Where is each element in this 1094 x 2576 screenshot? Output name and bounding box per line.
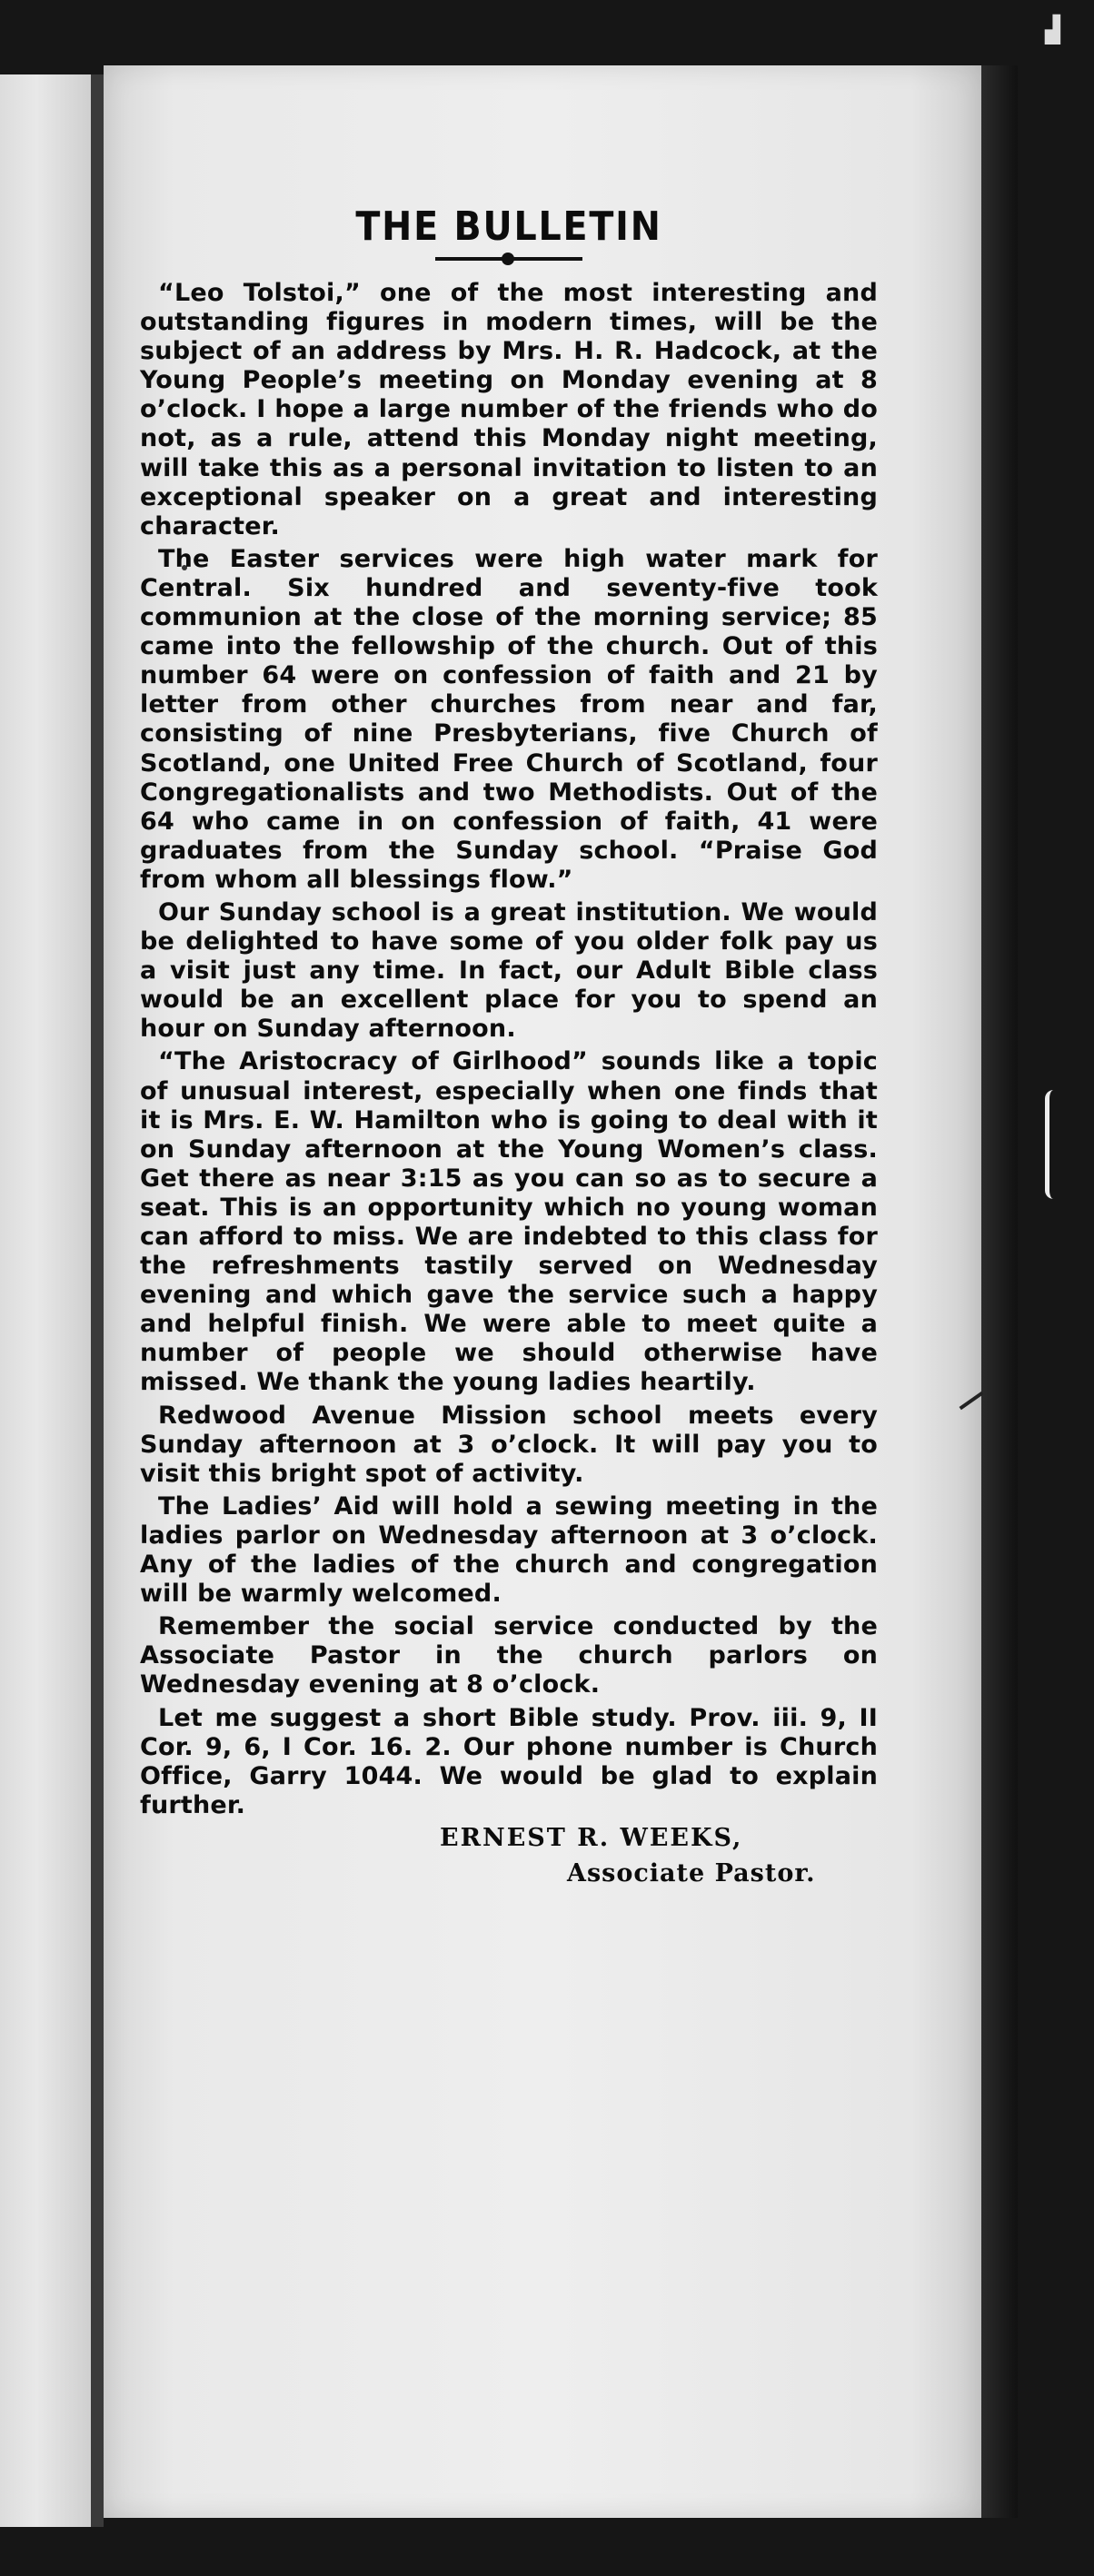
paragraph-easter: The Easter services were high water mark for Central. Six hundred and seventy-five took communion at the close of the morning service; 85 came into the fellowship of the church. Out of this number 64 were on confession of faith and 21 by letter from other churches from near and far, consisting of nine Presbyterians, five Church of Scotland, one United Free Church of Scotland, four Congregationalists and two Methodists. Out of the 64 who came in on confession of faith, 41 were graduates from the Sunday school. “Praise God from whom all blessings flow.” — [140, 544, 878, 894]
page-edge-shadow — [981, 65, 1018, 2518]
corner-mark: ▟ — [1045, 15, 1060, 45]
signature-role: Associate Pastor. — [567, 1858, 816, 1887]
paragraph-bible-study: Let me suggest a short Bible study. Prov. iii. 9, II Cor. 9, 6, I Cor. 16. 2. Our phone number is Church Office, Garry 1044. We would be glad to explain further. — [140, 1703, 878, 1819]
paragraph-tolstoi: “Leo Tolstoi,” one of the most interesting and outstanding figures in modern times, will be the subject of an address by Mrs. H. R. Hadcock, at the Young People’s meeting on Monday evening at 8 o’clock. I hope a large number of the friends who do not, as a rule, attend this Monday night meeting, will take this as a personal invitation to listen to an exceptional speaker on a great and interesting character. — [140, 279, 878, 540]
paragraph-social-service: Remember the social service conducted by the Associate Pastor in the church parlors on Wednesday evening at 8 o’clock. — [140, 1612, 878, 1699]
title-rule — [435, 257, 582, 261]
paragraph-redwood: Redwood Avenue Mission school meets every Sunday afternoon at 3 o’clock. It will pay you to visit this bright spot of activity. — [140, 1401, 878, 1488]
paragraph-girlhood: “The Aristocracy of Girlhood” sounds like a topic of unusual interest, especially when one finds that it is Mrs. E. W. Hamilton who is going to deal with it on Sunday afternoon at the Young Women’s class. Get there as near 3:15 as you can so as to secure a seat. This is an opportunity which no young woman can afford to miss. We are indebted to this class for the refreshments tastily served on Wednesday evening and which gave the service such a happy and helpful finish. We were able to meet quite a number of people we should otherwise have missed. We thank the young ladies heartily. — [140, 1047, 878, 1397]
signature-name: ERNEST R. WEEKS, — [440, 1823, 743, 1852]
bulletin-column — [140, 140, 878, 1887]
page-gutter — [91, 74, 104, 2527]
bulletin-title: THE BULLETIN — [355, 203, 662, 250]
paragraph-ladies-aid: The Ladies’ Aid will hold a sewing meeting in the ladies parlor on Wednesday afternoon at 3 o’clock. Any of the ladies of the church and congregation will be warmly welcomed. — [140, 1491, 878, 1609]
margin-curl — [1045, 1090, 1062, 1199]
paragraph-sunday-school: Our Sunday school is a great institution. We would be delighted to have some of you older folk pay us a visit just any time. In fact, our Adult Bible class would be an excellent place for you to spend an hour on Sunday afternoon. — [140, 897, 878, 1044]
title-rule-dot — [502, 253, 514, 265]
adjacent-page-strip — [0, 74, 91, 2527]
